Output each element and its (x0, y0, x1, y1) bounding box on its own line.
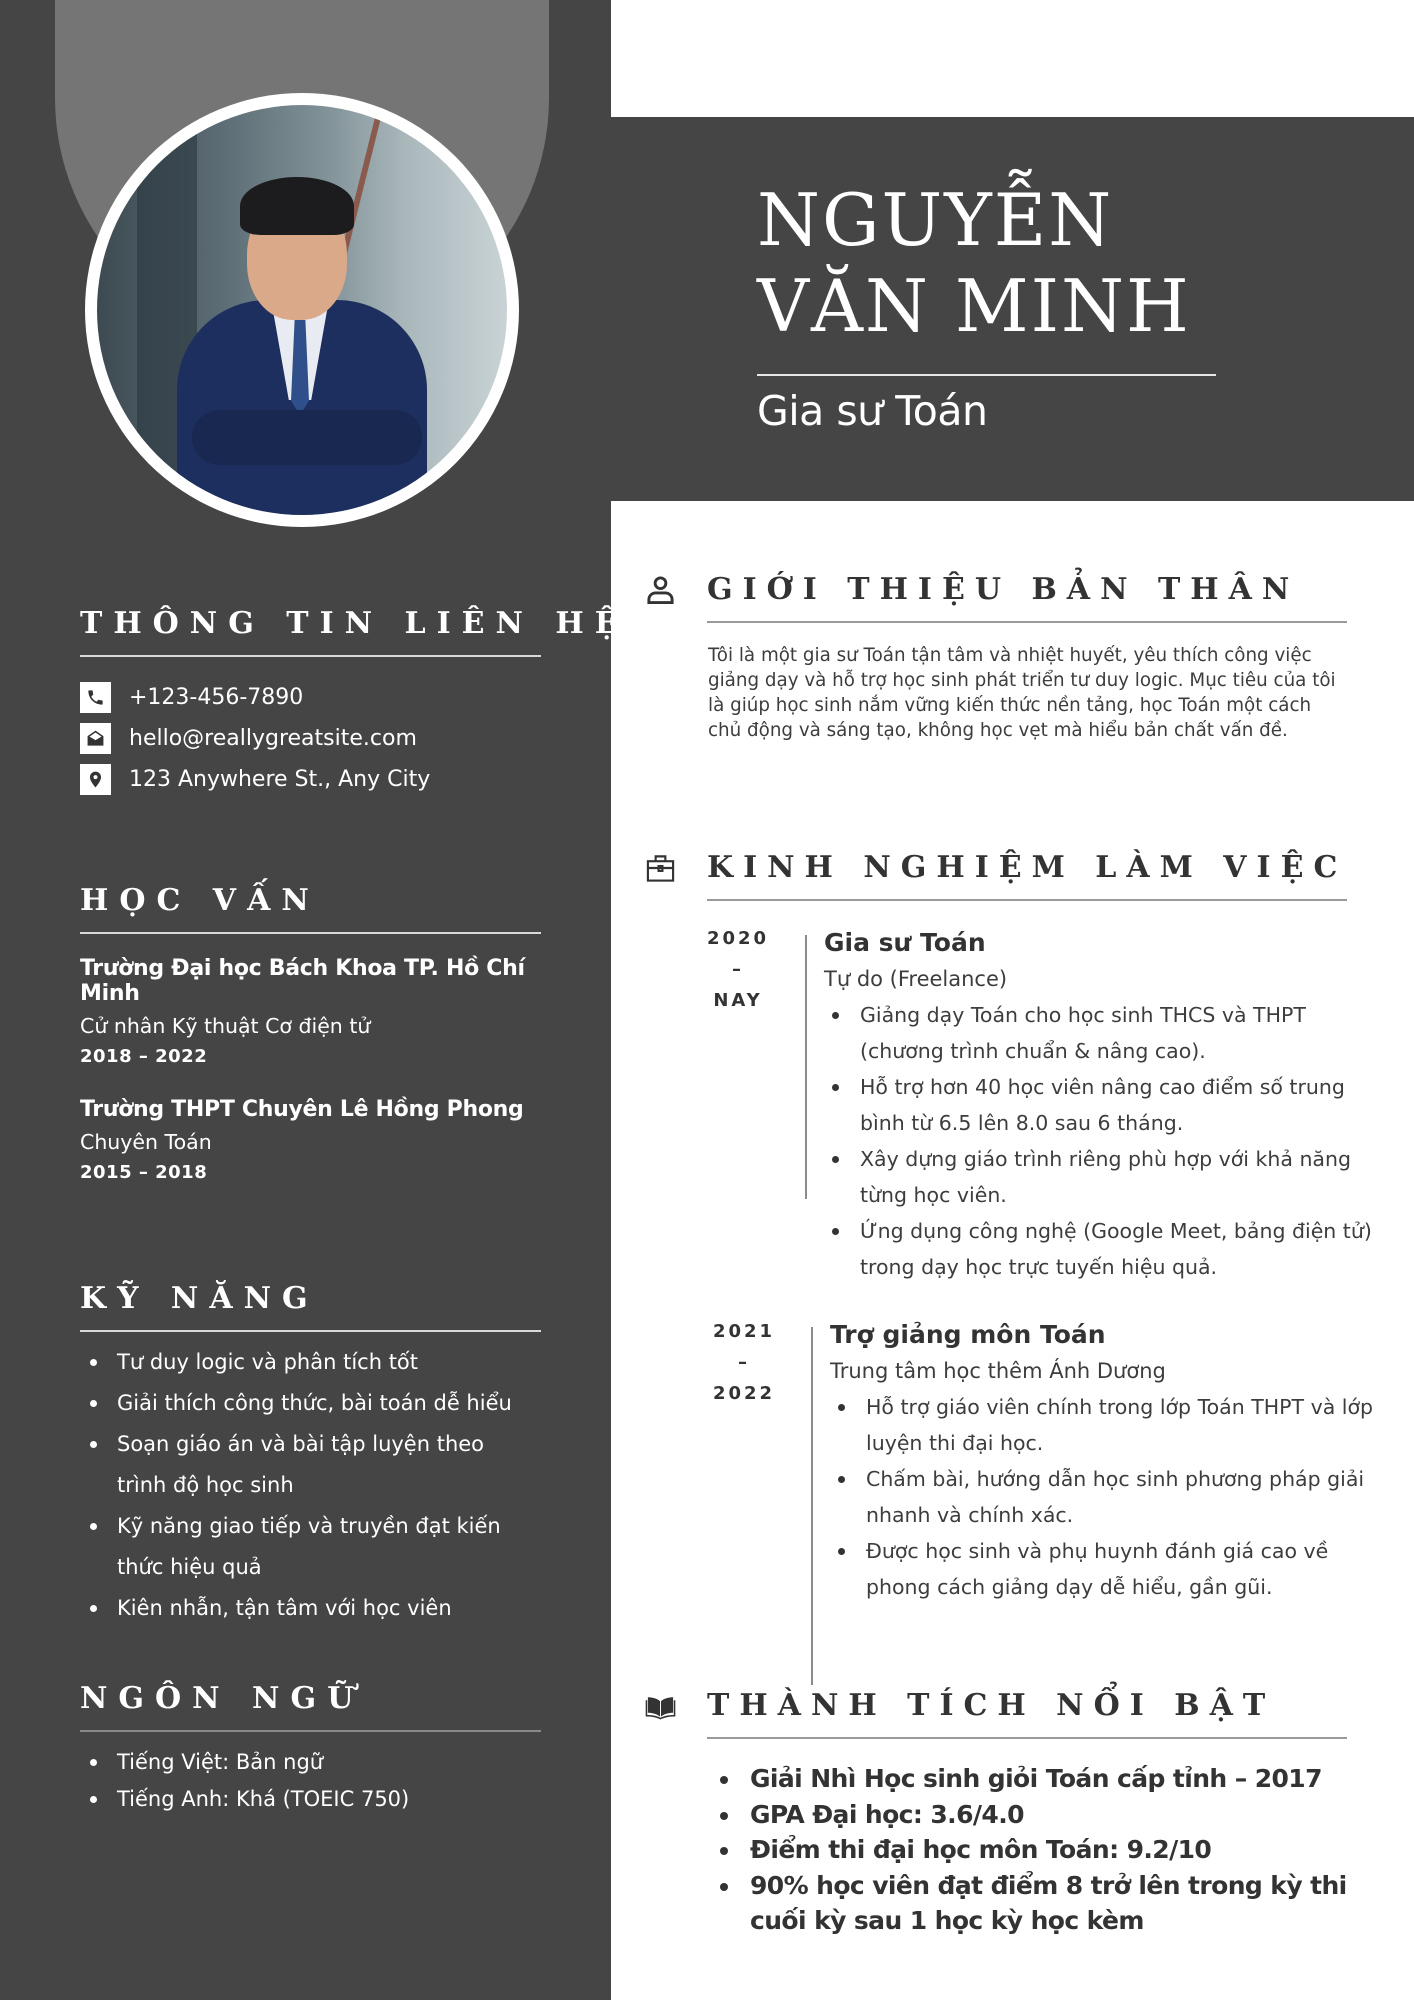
achievement-item: 90% học viên đạt điểm 8 trở lên trong kỳ thi cuối kỳ sau 1 học kỳ học kèm (717, 1868, 1347, 1939)
job-bullet: Ứng dụng công nghệ (Google Meet, bảng điện tử) trong dạy học trực tuyến hiệu quả. (824, 1213, 1384, 1285)
skill-item: Kỹ năng giao tiếp và truyền đạt kiến thức hiệu quả (80, 1506, 510, 1588)
date-start: 2021 (712, 1321, 776, 1342)
date-start: 2020 (706, 928, 770, 949)
job-bullet: Giảng dạy Toán cho học sinh THCS và THPT (chương trình chuẩn & nâng cao). (824, 997, 1384, 1069)
job-organization: Tự do (Freelance) (824, 967, 1008, 991)
skill-item: Soạn giáo án và bài tập luyện theo trình độ học sinh (80, 1424, 510, 1506)
about-text: Tôi là một gia sư Toán tận tâm và nhiệt huyết, yêu thích công việc giảng dạy và hỗ trợ học sinh phát triển tư duy logic. Mục tiêu của tôi là giúp học sinh nắm vững kiến thức nền tảng, học Toán một cách chủ động và sáng tạo, không học vẹt mà hiểu bản chất vấn đề. (708, 645, 1336, 741)
experience-dates (700, 923, 776, 1016)
skill-item: Giải thích công thức, bài toán dễ hiểu (80, 1383, 541, 1424)
about-heading: GIỚI THIỆU BẢN THÂN (707, 572, 1300, 607)
contact-email[interactable] (80, 718, 541, 759)
experience-heading: KINH NGHIỆM LÀM VIỆC (707, 850, 1348, 885)
education-item (80, 1097, 541, 1183)
education-years: 2018 – 2022 (80, 1046, 208, 1067)
divider (80, 1330, 541, 1332)
experience-header (645, 850, 1347, 885)
job-bullet: Hỗ trợ hơn 40 học viên nâng cao điểm số trung bình từ 6.5 lên 8.0 sau 6 tháng. (824, 1069, 1384, 1141)
full-name (757, 177, 1191, 349)
language-item: Tiếng Anh: Khá (TOEIC 750) (80, 1781, 541, 1818)
timeline-line (811, 1327, 813, 1685)
skills-section (80, 1281, 541, 1629)
experience-dates (706, 1316, 782, 1409)
about-header (645, 572, 1347, 607)
achievements-section (645, 1688, 1347, 1939)
date-separator: – (732, 959, 744, 980)
contact-address[interactable] (80, 759, 541, 800)
timeline-line (805, 935, 807, 1199)
date-end: NAY (713, 990, 763, 1011)
email-address: hello@reallygreatsite.com (129, 726, 417, 751)
name-line-2: VĂN MINH (757, 264, 1191, 348)
job-bullet: Hỗ trợ giáo viên chính trong lớp Toán THPT và lớp luyện thi đại học. (830, 1389, 1380, 1461)
photo-crossed-arms (192, 410, 422, 465)
skill-item: Tư duy logic và phân tích tốt (80, 1342, 541, 1383)
languages-list (80, 1744, 541, 1818)
divider (757, 374, 1216, 376)
user-icon (645, 574, 676, 606)
divider (80, 655, 541, 657)
education-years: 2015 – 2018 (80, 1162, 208, 1183)
job-bullets (830, 1389, 1380, 1605)
experience-section (645, 850, 1347, 901)
experience-body (824, 928, 1384, 1285)
experience-body (830, 1320, 1380, 1605)
date-end: 2022 (712, 1383, 776, 1404)
job-bullet: Được học sinh và phụ huynh đánh giá cao về phong cách giảng dạy dễ hiểu, gần gũi. (830, 1533, 1380, 1605)
street-address: 123 Anywhere St., Any City (129, 767, 431, 792)
job-bullets (824, 997, 1384, 1285)
languages-section (80, 1681, 541, 1818)
job-role: Gia sư Toán (824, 928, 986, 957)
divider (707, 621, 1347, 623)
achievements-header (645, 1688, 1347, 1723)
name-header (611, 117, 1414, 501)
sidebar (0, 0, 629, 2000)
divider (707, 1737, 1347, 1739)
photo-hair (240, 177, 354, 235)
phone-icon (80, 682, 111, 713)
phone-number: +123-456-7890 (129, 685, 304, 710)
skills-heading: KỸ NĂNG (80, 1281, 319, 1316)
mail-icon (80, 723, 111, 754)
achievement-item: GPA Đại học: 3.6/4.0 (717, 1797, 1347, 1833)
languages-heading: NGÔN NGỮ (80, 1681, 365, 1716)
contact-list (80, 677, 541, 800)
education-section (80, 883, 541, 1183)
education-heading: HỌC VẤN (80, 883, 320, 918)
achievements-list (717, 1761, 1347, 1939)
job-bullet: Xây dựng giáo trình riêng phù hợp với khả năng từng học viên. (824, 1141, 1384, 1213)
book-icon (645, 1690, 676, 1722)
degree: Cử nhân Kỹ thuật Cơ điện tử (80, 1014, 371, 1038)
school-name: Trường Đại học Bách Khoa TP. Hồ Chí Minh (80, 956, 525, 1006)
avatar (97, 105, 507, 515)
skills-list (80, 1342, 541, 1629)
divider (707, 899, 1347, 901)
education-item (80, 956, 541, 1067)
about-section (645, 572, 1347, 743)
name-line-1: NGUYỄN (757, 178, 1114, 262)
contact-heading: THÔNG TIN LIÊN HỆ (80, 606, 629, 641)
divider (80, 1730, 541, 1732)
job-organization: Trung tâm học thêm Ánh Dương (830, 1359, 1166, 1383)
achievement-item: Điểm thi đại học môn Toán: 9.2/10 (717, 1832, 1347, 1868)
briefcase-icon (645, 852, 676, 884)
achievements-heading: THÀNH TÍCH NỔI BẬT (707, 1688, 1276, 1723)
school-name: Trường THPT Chuyên Lê Hồng Phong (80, 1097, 524, 1122)
job-bullet: Chấm bài, hướng dẫn học sinh phương pháp giải nhanh và chính xác. (830, 1461, 1380, 1533)
job-title: Gia sư Toán (757, 387, 988, 435)
location-pin-icon (80, 764, 111, 795)
date-separator: – (738, 1352, 750, 1373)
achievement-item: Giải Nhì Học sinh giỏi Toán cấp tỉnh – 2017 (717, 1761, 1347, 1797)
contact-phone[interactable] (80, 677, 541, 718)
contact-section (80, 606, 629, 800)
job-role: Trợ giảng môn Toán (830, 1320, 1106, 1349)
avatar-frame (85, 93, 519, 527)
degree: Chuyên Toán (80, 1130, 212, 1154)
language-item: Tiếng Việt: Bản ngữ (80, 1744, 541, 1781)
divider (80, 932, 541, 934)
skill-item: Kiên nhẫn, tận tâm với học viên (80, 1588, 541, 1629)
